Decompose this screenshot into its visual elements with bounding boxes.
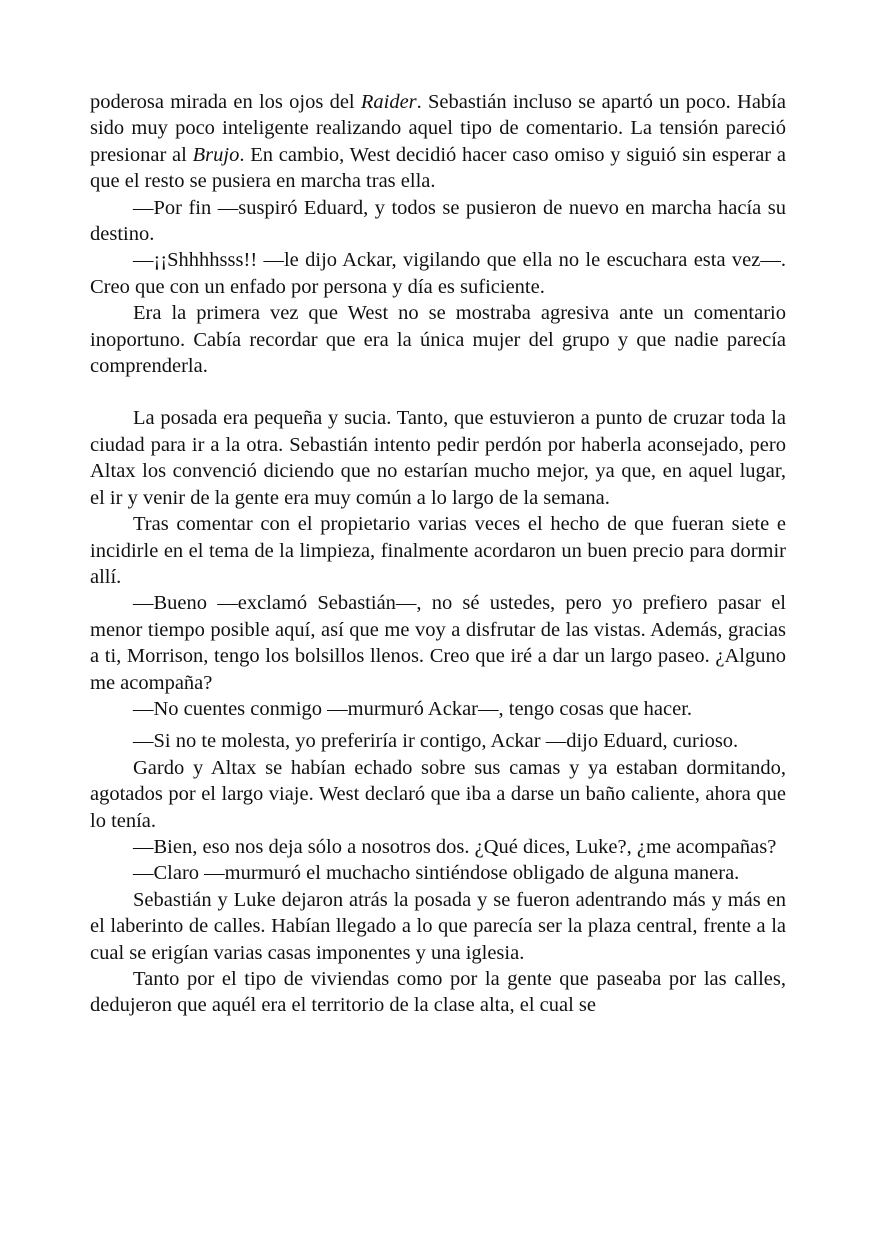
paragraph-3: —¡¡Shhhhsss!! —le dijo Ackar, vigilando que ella no le escuchara esta vez—. Creo que con un enfado por persona y día es suficiente. [90,249,786,298]
paragraph-14: Tanto por el tipo de viviendas como por la gente que paseaba por las calles, dedujeron que aquél era el territorio de la clase alta, el cual se [90,968,786,1017]
paragraph-13: Sebastián y Luke dejaron atrás la posada y se fueron adentrando más y más en el laberinto de calles. Habían llegado a lo que parecía ser la plaza central, frente a la cual se erigían varias casas imponentes y una iglesia. [90,888,786,964]
paragraph-5: La posada era pequeña y sucia. Tanto, que estuvieron a punto de cruzar toda la ciudad para ir a la otra. Sebastián intento pedir perdón por haberla aconsejado, pero Altax los convenció diciendo que no estarían mucho mejor, ya que, en aquel lugar, el ir y venir de la gente era muy común a lo largo de la semana. [90,407,786,509]
paragraph-2: —Por fin —suspiró Eduard, y todos se pusieron de nuevo en marcha hacía su destino. [90,196,786,246]
paragraph-7: —Bueno —exclamó Sebastián—, no sé ustedes, pero yo prefiero pasar el menor tiempo posible aquí, así que me voy a disfrutar de las vistas. Además, gracias a ti, Morrison, tengo los bolsillos llenos. Creo que iré a dar un largo paseo. ¿Alguno me acompaña? [90,592,786,694]
italic-raider: Raider [360,91,417,113]
italic-brujo: Brujo [192,143,240,166]
paragraph-9: —Si no te molesta, yo preferiría ir contigo, Ackar —dijo Eduard, curioso. [133,730,739,753]
page-body [90,89,786,1019]
paragraph-4: Era la primera vez que West no se mostraba agresiva ante un comentario inoportuno. Cabía recordar que era la única mujer del grupo y que nadie parecía comprenderla. [90,302,786,378]
paragraph-11: —Bien, eso nos deja sólo a nosotros dos. ¿Qué dices, Luke?, ¿me acompañas? [133,835,777,858]
paragraph-1: poderosa mirada en los ojos del Raider. Sebastián incluso se apartó un poco. Había sido muy poco inteligente realizando aquel tipo de comentario. La tensión pareció presionar al Brujo. En cambio, West decidió hacer caso omiso y siguió sin esperar a que el resto se pusiera en marcha tras ella. [90,91,787,193]
paragraph-8: —No cuentes conmigo —murmuró Ackar—, tengo cosas que hacer. [133,697,693,720]
paragraph-6: Tras comentar con el propietario varias veces el hecho de que fueran siete e incidirle en el tema de la limpieza, finalmente acordaron un buen precio para dormir allí. [90,513,786,588]
section-break [90,379,786,405]
paragraph-12: —Claro —murmuró el muchacho sintiéndose obligado de alguna manera. [133,862,740,885]
paragraph-10: Gardo y Altax se habían echado sobre sus camas y ya estaban dormitando, agotados por el largo viaje. West declaró que iba a darse un baño caliente, ahora que lo tenía. [90,756,786,832]
